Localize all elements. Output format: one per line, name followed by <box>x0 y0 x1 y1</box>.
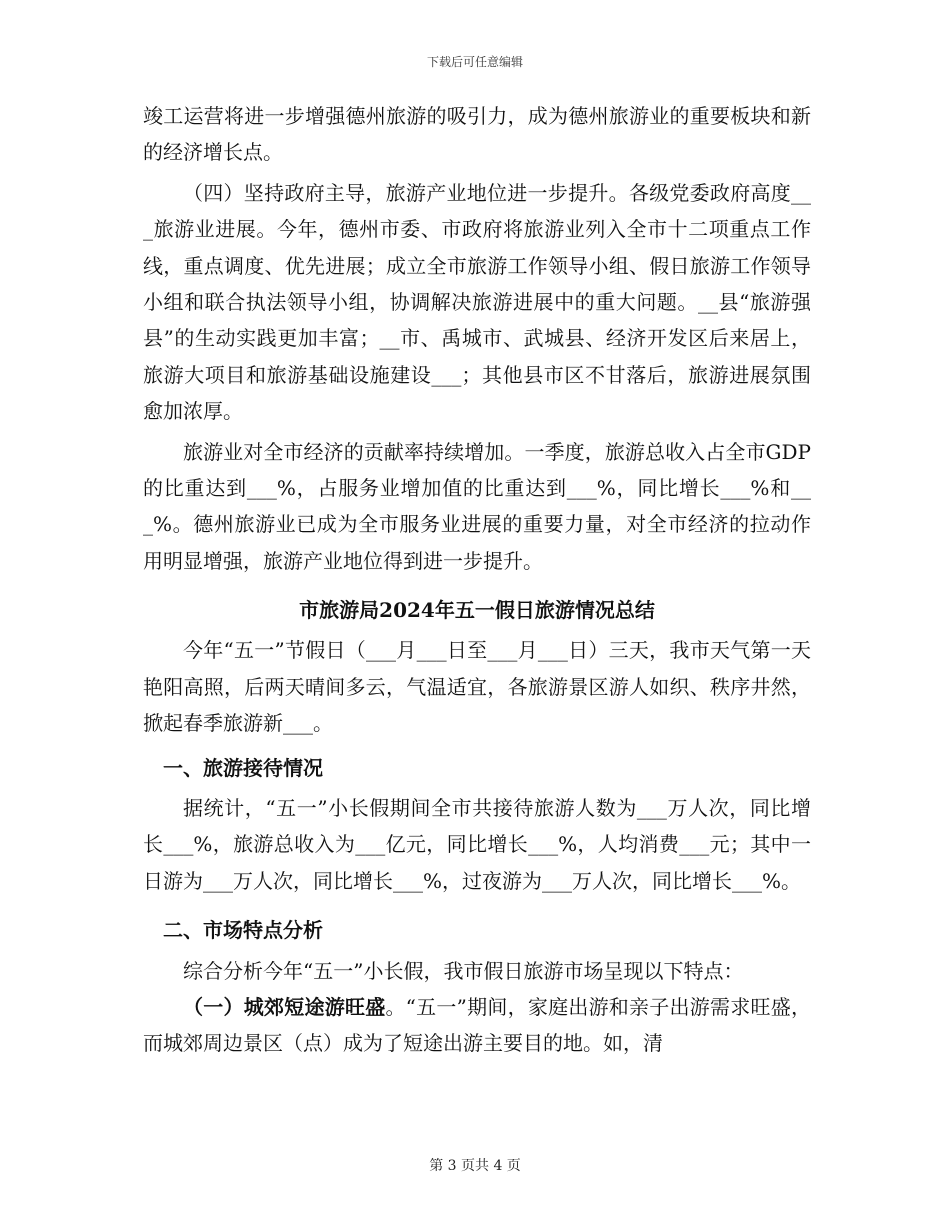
section-title: 市旅游局2024年五一假日旅游情况总结 <box>299 598 655 623</box>
subheading-short-trips: （一）城郊短途游旺盛 <box>183 994 386 1019</box>
paragraph-reception-stats: 据统计，“五一”小长假期间全市共接待旅游人数为___万人次，同比增长___%，旅游总收入为___亿元，同比增长___%，人均消费___元；其中一日游为___万人次，同比增长___%，过夜游为___万人次，同比增长___%。 <box>143 795 811 893</box>
heading-reception: 一、旅游接待情况 <box>163 755 323 780</box>
paragraph-short-trips <box>143 989 811 1062</box>
paragraph-economic-contribution: 旅游业对全市经济的贡献率持续增加。一季度，旅游总收入占全市GDP的比重达到___%，占服务业增加值的比重达到___%，同比增长___%和___%。德州旅游业已成为全市服务业进展的重要力量，对全市经济的拉动作用明显增强，旅游产业地位得到进一步提升。 <box>143 439 811 573</box>
paragraph-government-led: （四）坚持政府主导，旅游产业地位进一步提升。各级党委政府高度___旅游业进展。今年，德州市委、市政府将旅游业列入全市十二项重点工作线，重点调度、优先进展；成立全市旅游工作领导小组、假日旅游工作领导小组和联合执法领导小组，协调解决旅游进展中的重大问题。__县“旅游强县”的生动实践更加丰富；__市、禹城市、武城县、经济开发区后来居上，旅游大项目和旅游基础设施建设___；其他县市区不甘落后，旅游进展氛围愈加浓厚。 <box>143 180 811 424</box>
paragraph-market-intro: 综合分析今年“五一”小长假，我市假日旅游市场呈现以下特点： <box>183 958 744 983</box>
paragraph-continued: 竣工运营将进一步增强德州旅游的吸引力，成为德州旅游业的重要板块和新的经济增长点。 <box>143 104 811 165</box>
paragraph-short-trips-text: 。“五一”期间，家庭出游和亲子出游需求旺盛，而城郊周边景区（点）成为了短途出游主要目的地。如，清 <box>143 994 811 1056</box>
page-header: 下载后可任意编辑 <box>426 55 523 69</box>
paragraph-holiday-intro: 今年“五一”节假日（___月___日至___月___日）三天，我市天气第一天艳阳高照，后两天晴间多云，气温适宜，各旅游景区游人如织、秩序井然，掀起春季旅游新___。 <box>143 638 811 736</box>
page-footer: 第 3 页共 4 页 <box>429 1158 521 1174</box>
document-body <box>143 98 811 1062</box>
heading-market-analysis: 二、市场特点分析 <box>163 918 323 943</box>
